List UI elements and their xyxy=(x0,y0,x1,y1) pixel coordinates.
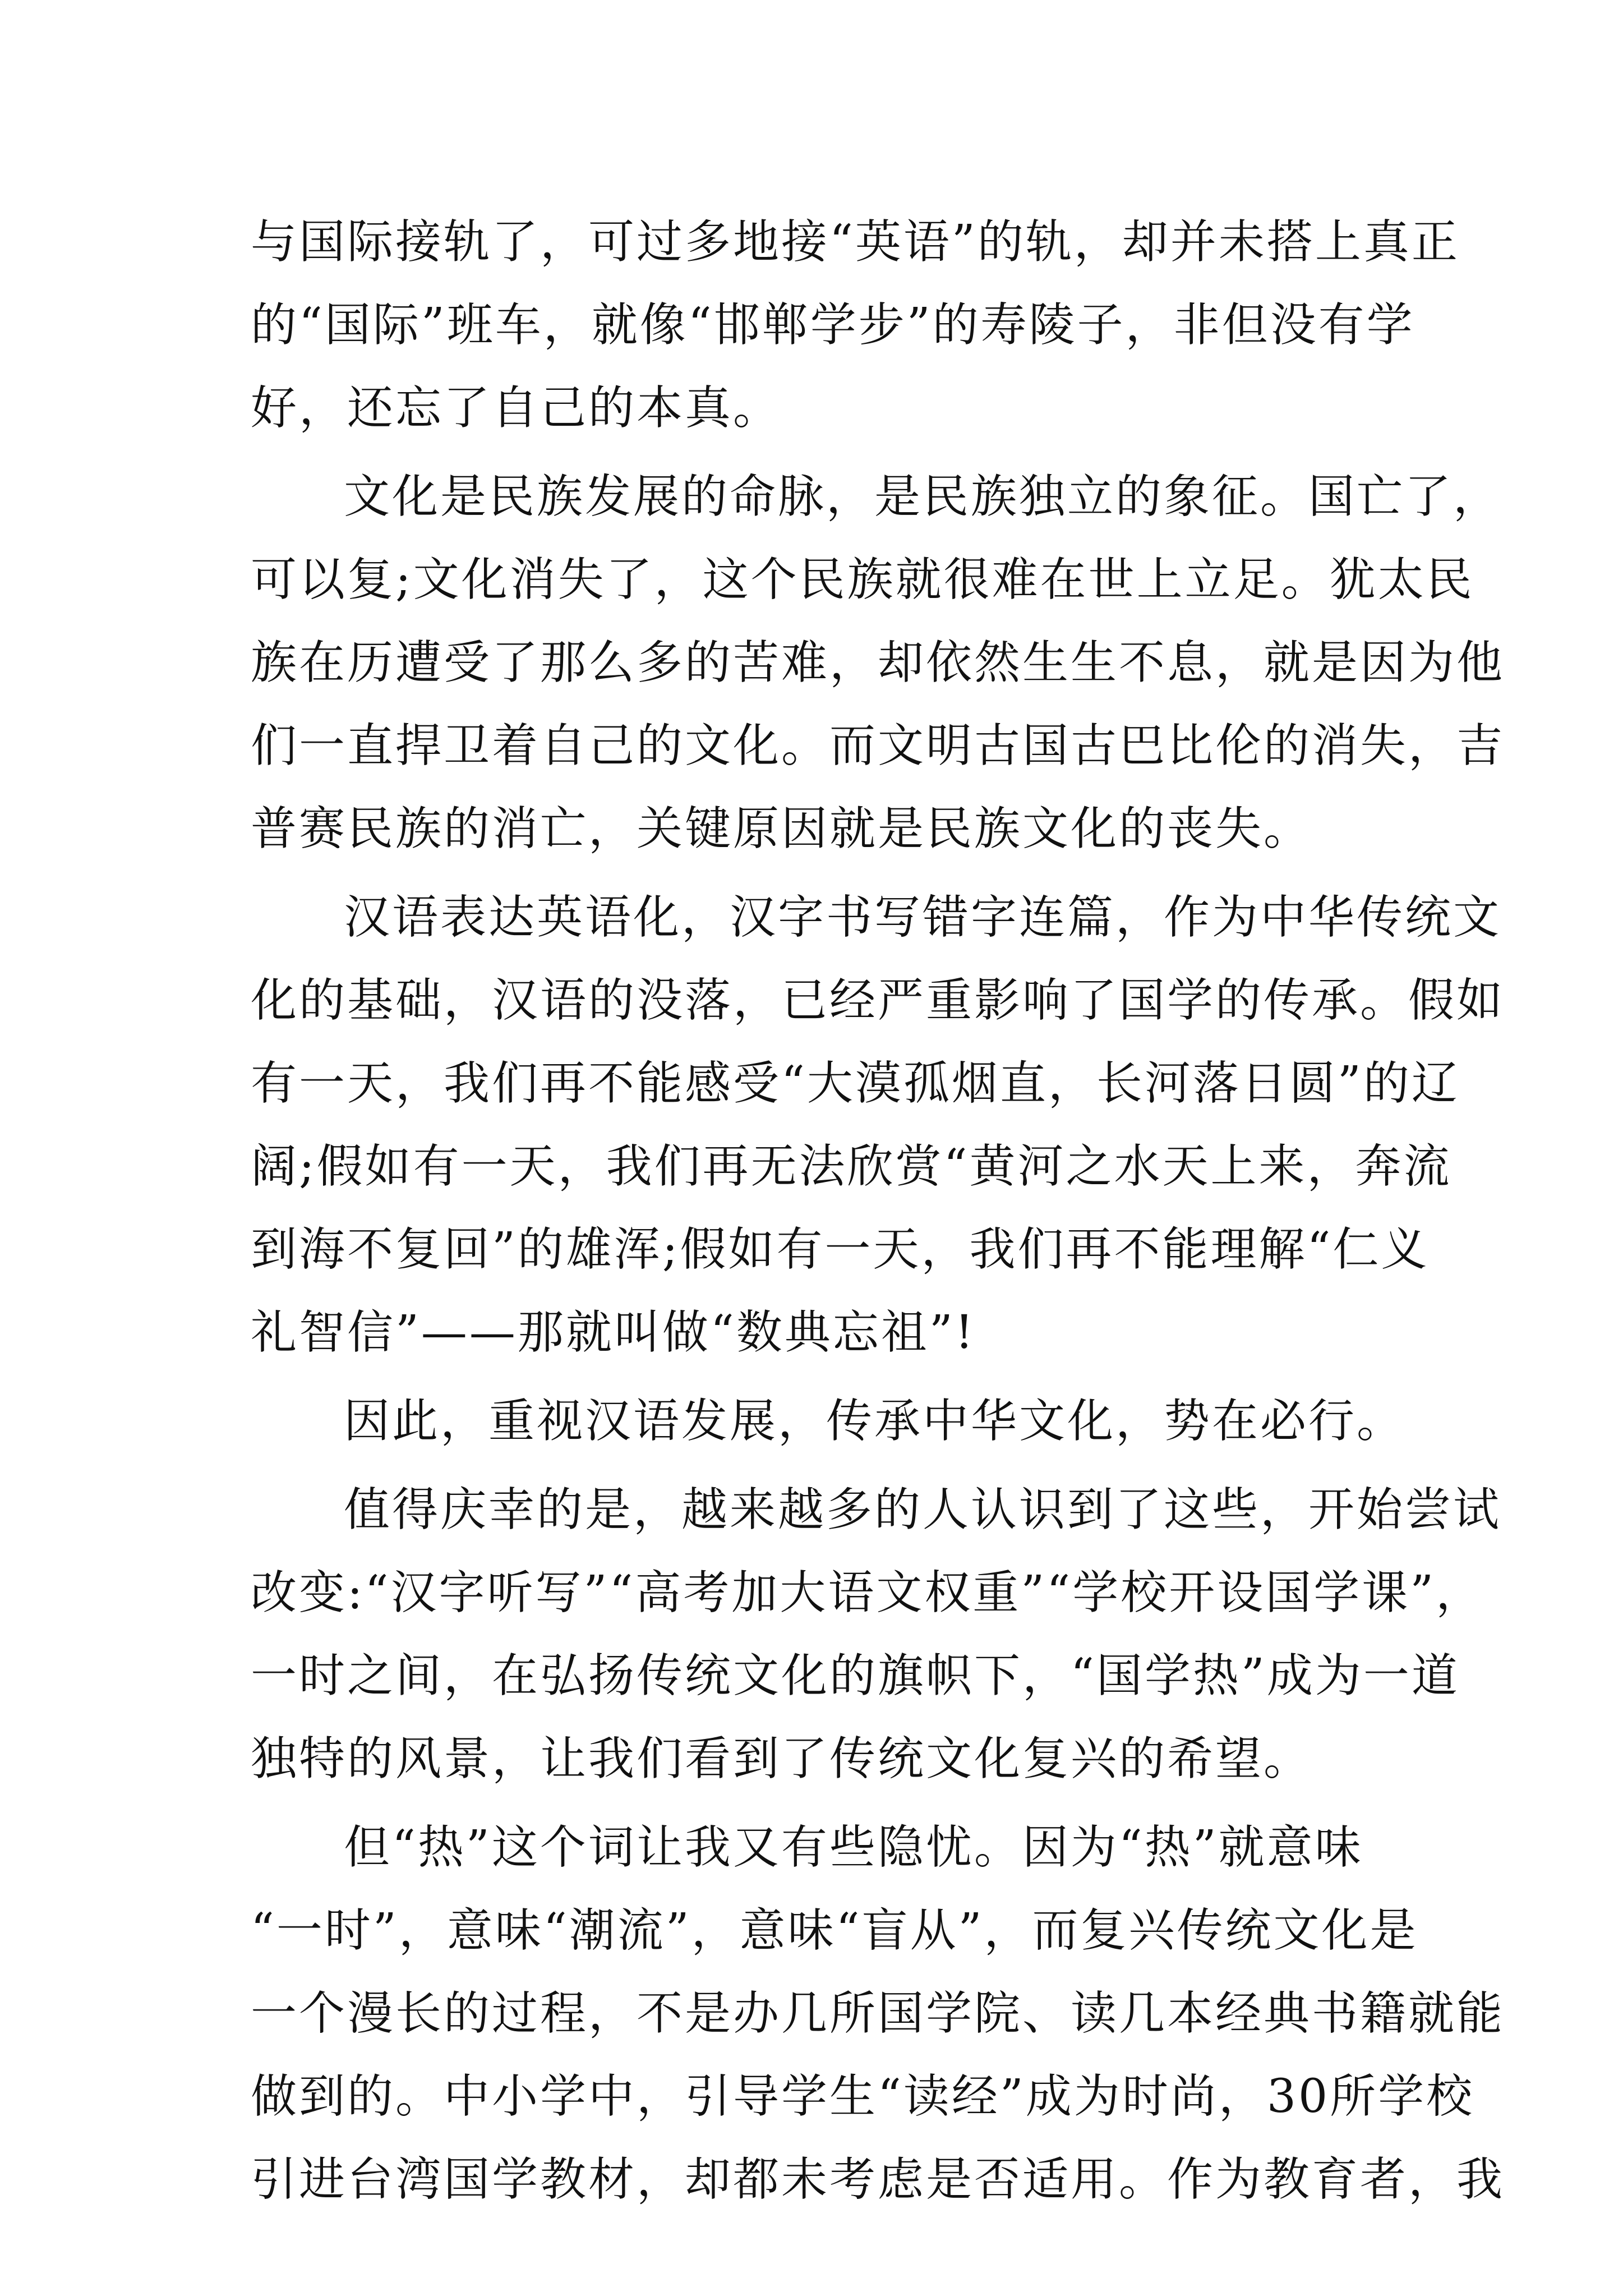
body-text xyxy=(251,201,1505,2221)
text-line: 引进台湾国学教材，却都未考虑是否适用。作为教育者，我 xyxy=(251,2153,1505,2206)
text-line: “一时”，意味“潮流”，意味“盲从”，而复兴传统文化是 xyxy=(251,1904,1418,1957)
text-line: 礼智信”——那就叫做“数典忘祖”! xyxy=(251,1306,976,1359)
text-line: 族在历遭受了那么多的苦难，却依然生生不息，就是因为他 xyxy=(251,636,1505,689)
paragraph-first-line: 但“热”这个词让我又有些隐忧。因为“热”就意味 xyxy=(344,1821,1363,1874)
paragraph-first-line: 汉语表达英语化，汉字书写错字连篇，作为中华传统文 xyxy=(344,891,1502,944)
text-line: 可以复;文化消失了，这个民族就很难在世上立足。犹太民 xyxy=(251,553,1474,606)
text-line: 改变:“汉字听写”“高考加大语文权重”“学校开设国学课”， xyxy=(251,1566,1484,1619)
text-line: 们一直捍卫着自己的文化。而文明古国古巴比伦的消失，吉 xyxy=(251,719,1505,772)
text-line: 阔;假如有一天，我们再无法欣赏“黄河之水天上来，奔流 xyxy=(251,1140,1452,1193)
text-line: 普赛民族的消亡，关键原因就是民族文化的丧失。 xyxy=(251,802,1312,855)
text-line: 有一天，我们再不能感受“大漠孤烟直，长河落日圆”的辽 xyxy=(251,1057,1460,1110)
paragraph-first-line: 文化是民族发展的命脉，是民族独立的象征。国亡了， xyxy=(344,470,1502,523)
text-line: 化的基础，汉语的没落，已经严重影响了国学的传承。假如 xyxy=(251,974,1505,1027)
text-line: 做到的。中小学中，引导学生“读经”成为时尚，30所学校 xyxy=(251,2070,1475,2123)
text-line: 好，还忘了自己的本真。 xyxy=(251,381,782,435)
text-line: 一个漫长的过程，不是办几所国学院、读几本经典书籍就能 xyxy=(251,1987,1505,2040)
paragraph-first-line: 因此，重视汉语发展，传承中华文化，势在必行。 xyxy=(344,1395,1405,1448)
text-line: 与国际接轨了，可过多地接“英语”的轨，却并未搭上真正 xyxy=(251,215,1460,269)
paragraph-first-line: 值得庆幸的是，越来越多的人认识到了这些，开始尝试 xyxy=(344,1483,1502,1536)
text-line: 一时之间，在弘扬传统文化的旗帜下，“国学热”成为一道 xyxy=(251,1649,1460,1703)
text-line: 到海不复回”的雄浑;假如有一天，我们再不能理解“仁义 xyxy=(251,1223,1430,1276)
text-line: 的“国际”班车，就像“邯郸学步”的寿陵子，非但没有学 xyxy=(251,298,1415,352)
text-line: 独特的风景，让我们看到了传统文化复兴的希望。 xyxy=(251,1732,1312,1786)
